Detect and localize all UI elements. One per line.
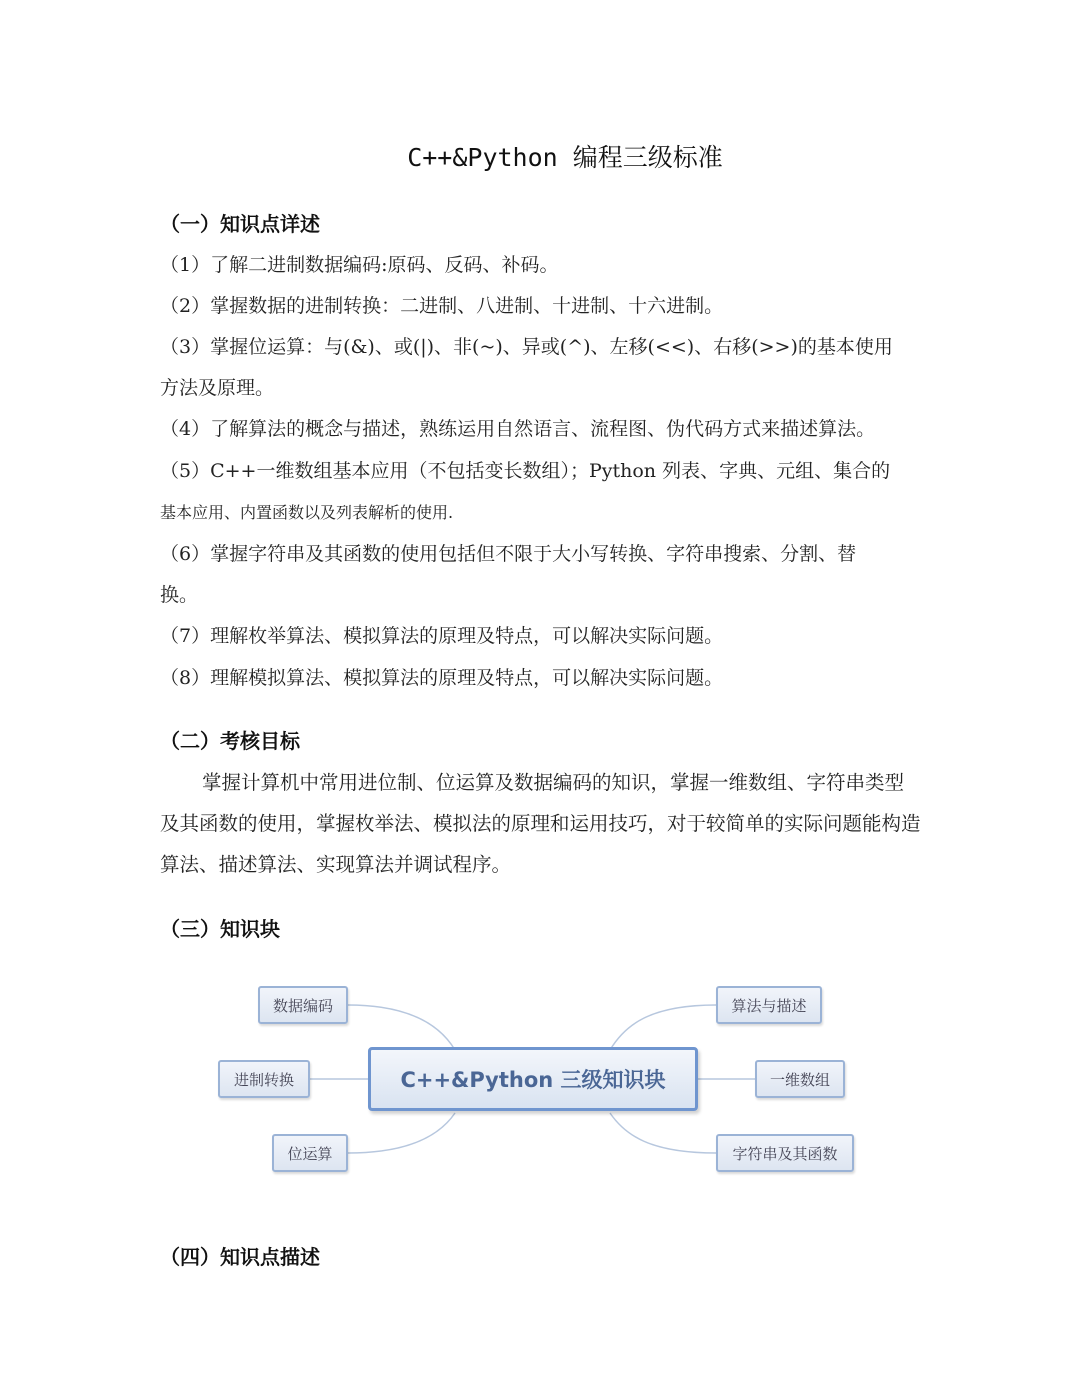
connector-right-top: [610, 1005, 716, 1050]
assessment-paragraph: 掌握计算机中常用进位制、位运算及数据编码的知识，掌握一维数组、字符串类型及其函数的使用，掌握枚举法、模拟法的原理和运用技巧，对于较简单的实际问题能构造算法、描述算法、实现算法并调试程序。: [160, 771, 921, 876]
section4-heading: （四）知识点描述: [160, 1245, 320, 1269]
knowledge-item: （5）C++一维数组基本应用（不包括变长数组）；Python 列表、字典、元组、集合的: [160, 460, 891, 482]
node-data-encoding: 数据编码: [258, 986, 348, 1024]
knowledge-item: 换。: [160, 584, 199, 606]
node-bit-operations: 位运算: [272, 1134, 348, 1172]
connector-left-top: [348, 1005, 455, 1050]
knowledge-item: （6）掌握字符串及其函数的使用包括但不限于大小写转换、字符串搜索、分割、替: [160, 543, 857, 565]
node-1d-array: 一维数组: [755, 1060, 845, 1098]
knowledge-item: （1）了解二进制数据编码:原码、反码、补码。: [160, 254, 559, 276]
connector-right-bottom: [610, 1113, 716, 1153]
knowledge-item: 方法及原理。: [160, 377, 275, 399]
node-base-conversion: 进制转换: [218, 1060, 310, 1098]
knowledge-item: （8）理解模拟算法、模拟算法的原理及特点，可以解决实际问题。: [160, 667, 724, 689]
knowledge-item: （3）掌握位运算：与(&)、或(|)、非(~)、异或(^)、左移(<<)、右移(>>)的基本使用: [160, 336, 893, 358]
connector-left-bottom: [348, 1113, 455, 1153]
section3-heading: （三）知识块: [160, 917, 280, 941]
knowledge-item: （4）了解算法的概念与描述，熟练运用自然语言、流程图、伪代码方式来描述算法。: [160, 418, 876, 440]
section1-heading: （一）知识点详述: [160, 212, 320, 236]
node-algorithm-description: 算法与描述: [716, 986, 822, 1024]
mindmap-center-node: C++&Python 三级知识块: [368, 1047, 698, 1111]
page-title: C++&Python 编程三级标准: [407, 143, 723, 172]
knowledge-item: （7）理解枚举算法、模拟算法的原理及特点，可以解决实际问题。: [160, 625, 724, 647]
mindmap: [200, 975, 900, 1195]
node-string-functions: 字符串及其函数: [716, 1134, 854, 1172]
section2-heading: （二）考核目标: [160, 729, 300, 753]
knowledge-item: （2）掌握数据的进制转换：二进制、八进制、十进制、十六进制。: [160, 295, 724, 317]
knowledge-item: 基本应用、内置函数以及列表解析的使用.: [160, 503, 454, 522]
